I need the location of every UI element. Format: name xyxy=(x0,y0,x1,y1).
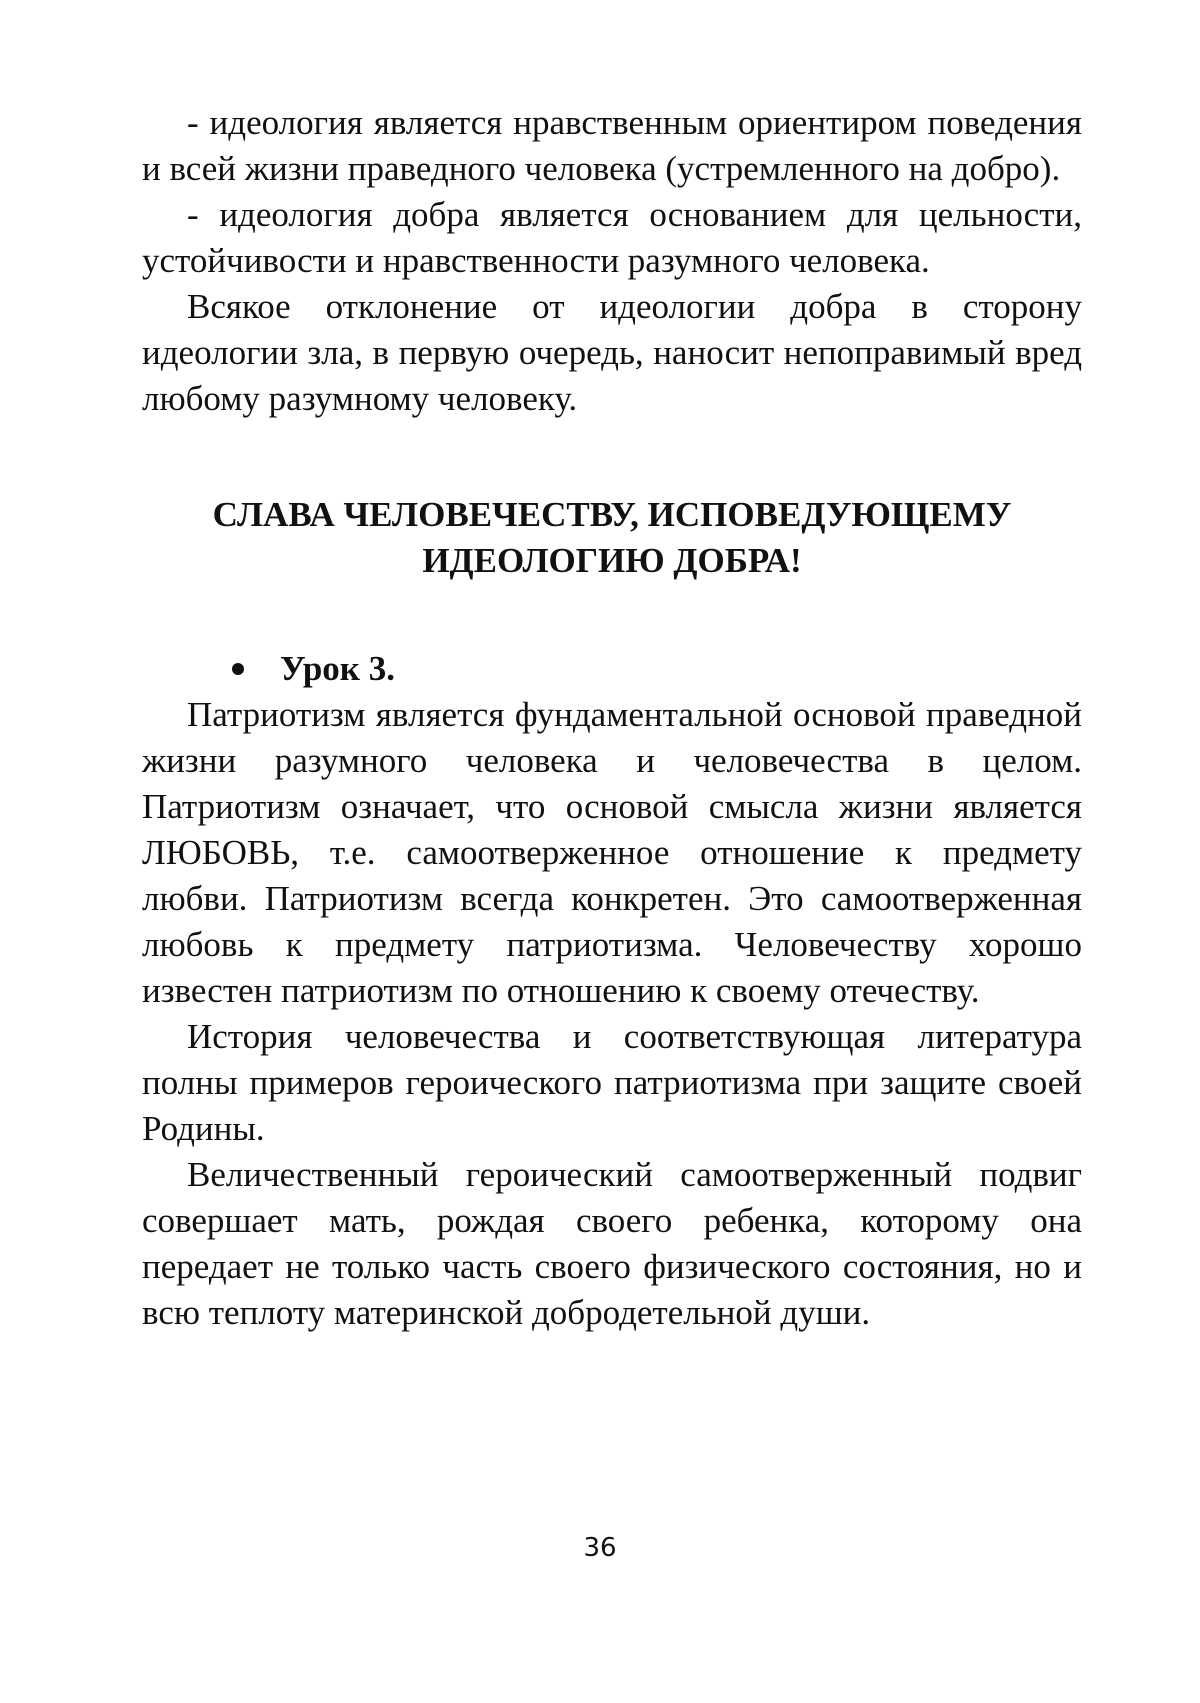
heading-line-1: СЛАВА ЧЕЛОВЕЧЕСТВУ, ИСПОВЕДУЮЩЕМУ xyxy=(212,495,1012,534)
page-number: 36 xyxy=(583,1533,617,1563)
paragraph-ideology-orientation: - идеология является нравственным ориентиром поведения и всей жизни праведного человека (устремленного на добро). xyxy=(142,103,1082,188)
paragraph-patriotism: Патриотизм является фундаментальной основой праведной жизни разумного человека и человечества в целом. Патриотизм означает, что основой смысла жизни является ЛЮБОВЬ, т.е. самоотверженное отношение к предмету любви. Патриотизм всегда конкретен. Это самоотверженная любовь к предмету патриотизма. Человечеству хорошо известен патриотизм по отношению к своему отечеству. xyxy=(142,695,1082,1010)
paragraph-deviation: Всякое отклонение от идеологии добра в сторону идеологии зла, в первую очередь, наносит непоправимый вред любому разумному человеку. xyxy=(142,287,1082,418)
paragraph-ideology-foundation: - идеология добра является основанием для цельности, устойчивости и нравственности разумного человека. xyxy=(142,195,1082,280)
lesson-title-text: Урок 3. xyxy=(280,649,395,688)
bullet-icon xyxy=(232,663,244,675)
paragraph-mother: Величественный героический самоотверженный подвиг совершает мать, рождая своего ребенка, которому она передает не только часть своего физического состояния, но и всю теплоту материнской добродетельной души. xyxy=(142,1155,1082,1332)
paragraph-history: История человечества и соответствующая литература полны примеров героического патриотизма при защите своей Родины. xyxy=(142,1017,1082,1148)
section-heading xyxy=(142,492,1082,584)
heading-line-2: ИДЕОЛОГИЮ ДОБРА! xyxy=(422,541,802,580)
page-content xyxy=(142,100,1082,1336)
lesson-title xyxy=(142,646,1082,692)
